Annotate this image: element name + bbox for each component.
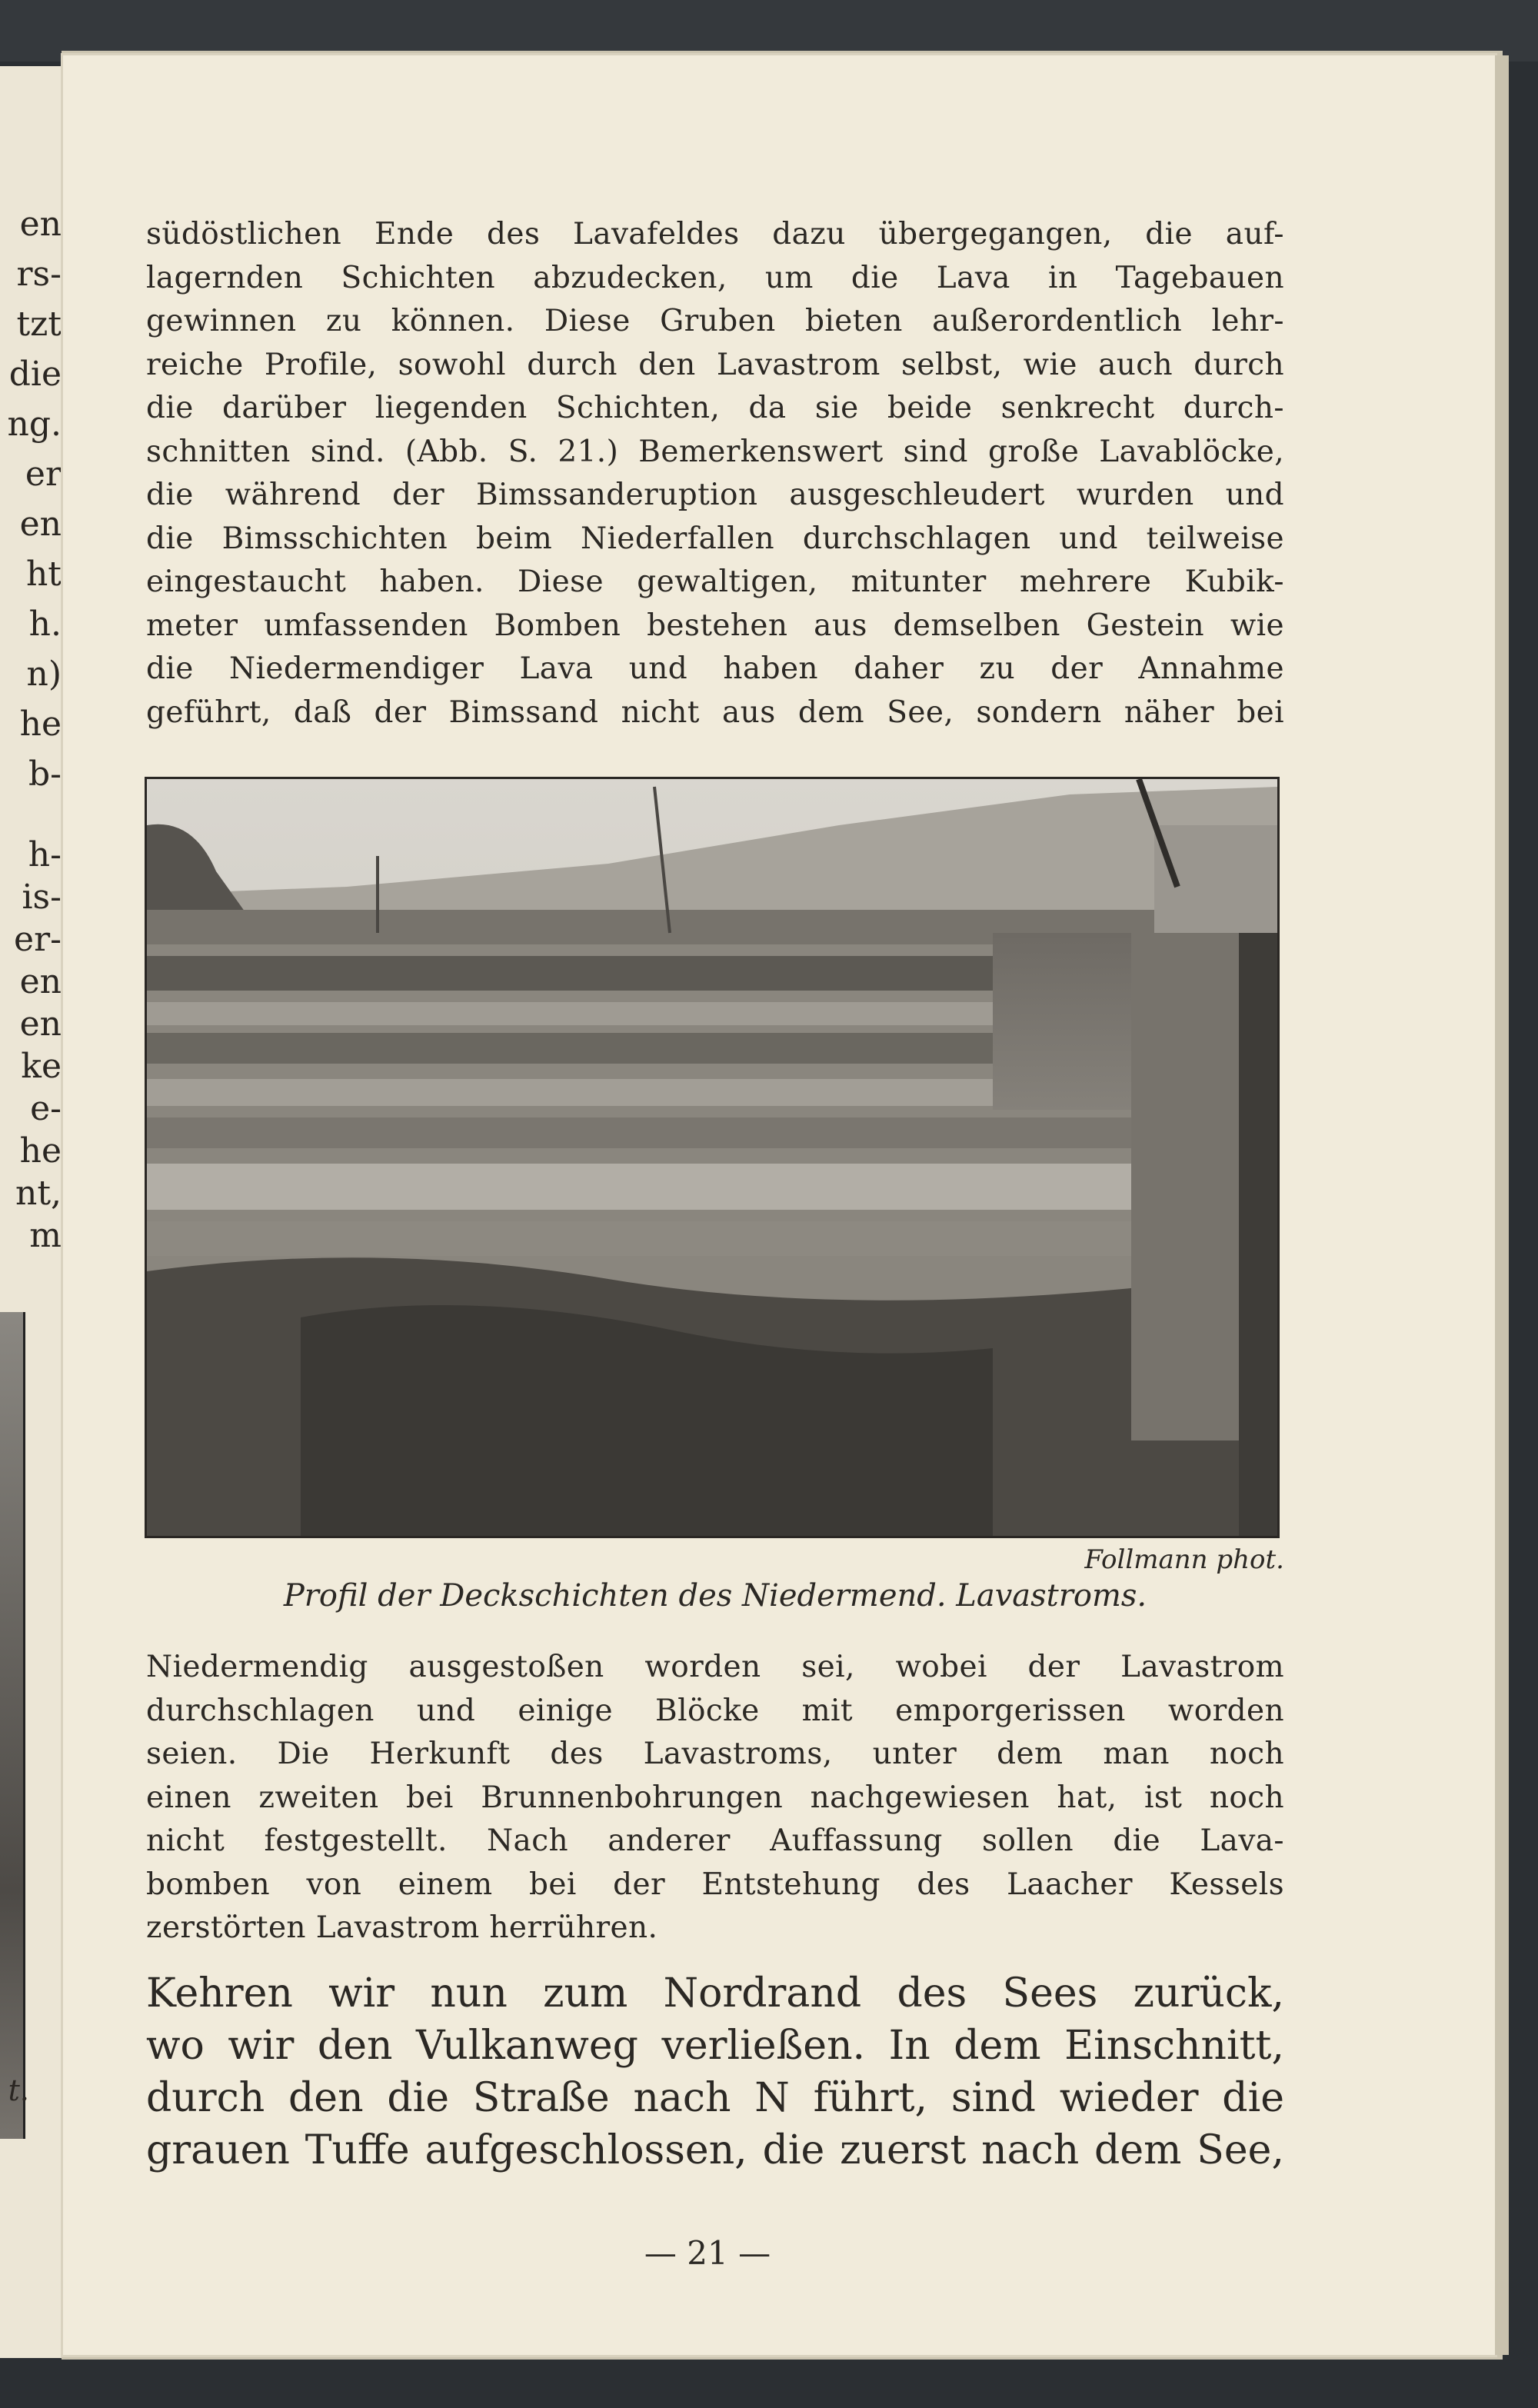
text-line: durch den die Straße nach N führt, sind wieder die bbox=[146, 2075, 1284, 2121]
left-page-fragment: er bbox=[25, 455, 62, 494]
left-page-fragment: he bbox=[19, 1131, 62, 1171]
text-line: grauen Tuffe aufgeschlossen, die zuerst nach dem See, bbox=[146, 2127, 1284, 2173]
page-number: — 21 — bbox=[644, 2234, 771, 2272]
left-page-fragment: ng. bbox=[7, 405, 62, 444]
text-line: Kehren wir nun zum Nordrand des Sees zurück, bbox=[146, 1970, 1284, 2017]
paragraph-1 bbox=[146, 213, 1284, 734]
left-page-fragment: nt, bbox=[15, 1174, 62, 1213]
text-line: die Bimsschichten beim Niederfallen durchschlagen und teilweise bbox=[146, 521, 1284, 556]
left-page-fragment: m bbox=[29, 1216, 62, 1255]
paragraph-3 bbox=[146, 1967, 1284, 2177]
left-page-fragment: he bbox=[19, 704, 62, 744]
left-page-fragment: er- bbox=[14, 920, 62, 959]
text-line: durchschlagen und einige Blöcke mit emporgerissen worden bbox=[146, 1693, 1284, 1728]
left-page-fragment: e- bbox=[30, 1089, 62, 1128]
left-page-fragment: t. bbox=[8, 2073, 29, 2107]
figure-photograph-quarry-profile bbox=[145, 777, 1280, 1538]
left-page-fragment: is- bbox=[22, 878, 62, 917]
text-line: gewinnen zu können. Diese Gruben bieten außerordentlich lehr- bbox=[146, 304, 1284, 338]
text-line: die während der Bimssanderuption ausgeschleudert wurden und bbox=[146, 478, 1284, 512]
left-page-fragment: ke bbox=[21, 1047, 62, 1086]
text-line: einen zweiten bei Brunnenbohrungen nachgewiesen hat, ist noch bbox=[146, 1780, 1284, 1815]
text-line: südöstlichen Ende des Lavafeldes dazu übergegangen, die auf- bbox=[146, 217, 1284, 251]
text-line: die darüber liegenden Schichten, da sie beide senkrecht durch- bbox=[146, 391, 1284, 425]
text-line: seien. Die Herkunft des Lavastroms, unter dem man noch bbox=[146, 1737, 1284, 1771]
text-line: eingestaucht haben. Diese gewaltigen, mitunter mehrere Kubik- bbox=[146, 565, 1284, 599]
left-page-fragment: en bbox=[19, 1004, 62, 1044]
text-line: meter umfassenden Bomben bestehen aus demselben Gestein wie bbox=[146, 608, 1284, 643]
left-page-photo-edge bbox=[0, 1312, 25, 2139]
figure-caption: Profil der Deckschichten des Niedermend. Lavastroms. bbox=[283, 1578, 1147, 1614]
text-line: lagernden Schichten abzudecken, um die Lava in Tagebauen bbox=[146, 260, 1284, 295]
text-line: die Niedermendiger Lava und haben daher zu der Annahme bbox=[146, 651, 1284, 686]
text-line: wo wir den Vulkanweg verließen. In dem Einschnitt, bbox=[146, 2023, 1284, 2069]
left-page-fragment: en bbox=[19, 505, 62, 544]
left-page-fragment: die bbox=[8, 355, 62, 394]
left-page-fragment: ht bbox=[25, 555, 62, 594]
left-page-fragment: h. bbox=[28, 604, 62, 644]
text-line: schnitten sind. (Abb. S. 21.) Bemerkenswert sind große Lavablöcke, bbox=[146, 434, 1284, 469]
text-line: nicht festgestellt. Nach anderer Auffassung sollen die Lava- bbox=[146, 1823, 1284, 1858]
left-page-fragment: tzt bbox=[16, 305, 62, 344]
paragraph-2 bbox=[146, 1646, 1284, 1950]
left-page-fragment: h- bbox=[28, 835, 62, 874]
page-edge-right bbox=[1495, 55, 1509, 2355]
left-page-fragment: n) bbox=[26, 654, 62, 694]
text-line: zerstörten Lavastrom herrühren. bbox=[146, 1910, 658, 1945]
text-line: bomben von einem bei der Entstehung des Laacher Kessels bbox=[146, 1867, 1284, 1902]
left-page-fragment: b- bbox=[28, 754, 62, 794]
scanner-top-band bbox=[0, 0, 1538, 62]
left-page-fragment: en bbox=[19, 962, 62, 1001]
left-page-fragment: en bbox=[19, 205, 62, 244]
text-line: geführt, daß der Bimssand nicht aus dem See, sondern näher bei bbox=[146, 694, 1284, 730]
left-page-fragment: rs- bbox=[16, 255, 62, 294]
text-line: Niedermendig ausgestoßen worden sei, wobei der Lavastrom bbox=[146, 1650, 1284, 1684]
photo-credit: Follmann phot. bbox=[1084, 1544, 1284, 1575]
text-line: reiche Profile, sowohl durch den Lavastrom selbst, wie auch durch bbox=[146, 347, 1284, 382]
